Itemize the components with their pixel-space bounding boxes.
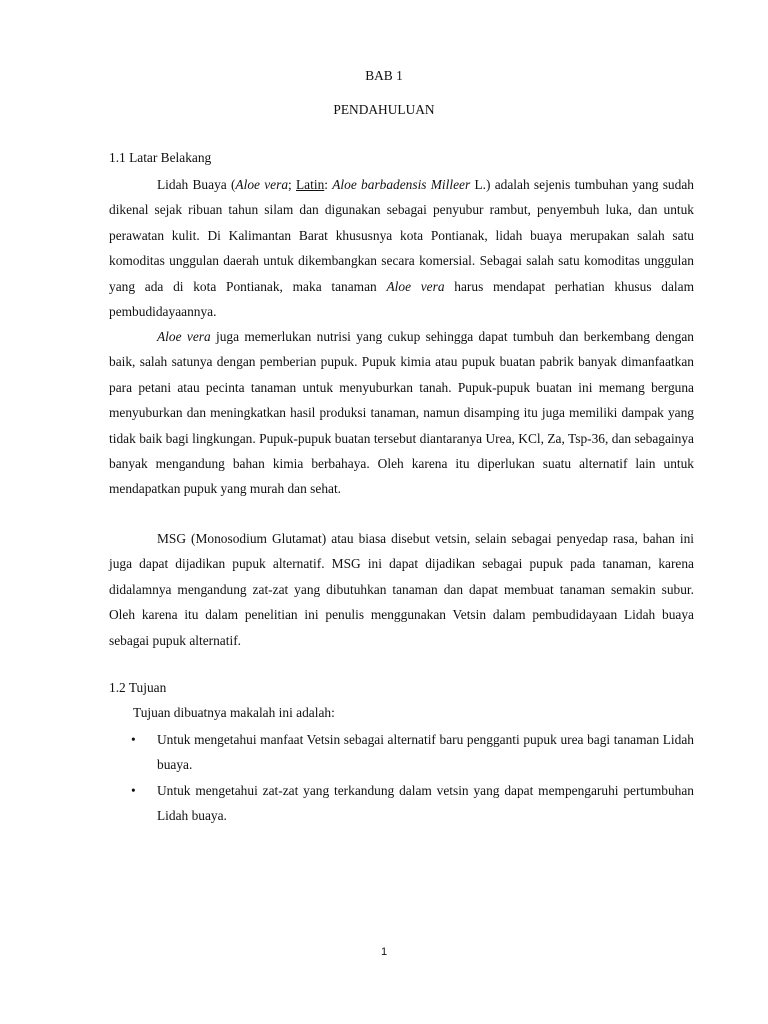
- paragraph-2: Aloe vera juga memerlukan nutrisi yang cukup sehingga dapat tumbuh dan berkembang dengan baik, salah satunya dengan pemberian pupuk. Pupuk kimia atau pupuk buatan pabrik banyak dimanfaatkan para petani atau pecinta tanaman untuk menyuburkan tanah. Pupuk-pupuk buatan ini memang berguna menyuburkan dan meningkatkan hasil produksi tanaman, namun disamping itu juga memiliki dampak yang tidak baik bagi lingkungan. Pupuk-pupuk buatan tersebut diantaranya Urea, KCl, Za, Tsp-36, dan sebagainya banyak mengandung bahan kimia berbahaya. Oleh karena itu diperlukan suatu alternatif lain untuk mendapatkan pupuk yang murah dan sehat.: [109, 329, 694, 497]
- paragraph-1: Lidah Buaya (Aloe vera; Latin: Aloe barbadensis Milleer L.) adalah sejenis tumbuhan yang sudah dikenal sejak ribuan tahun silam dan digunakan sebagai penyubur rambut, penyembuh luka, dan untuk perawatan kulit. Di Kalimantan Barat khususnya kota Pontianak, lidah buaya merupakan salah satu komoditas unggulan daerah untuk dikembangkan secara komersial. Sebagai salah satu komoditas unggulan yang ada di kota Pontianak, maka tanaman Aloe vera harus mendapat perhatian khusus dalam pembudidayaannya.: [109, 177, 694, 320]
- paragraph-3: MSG (Monosodium Glutamat) atau biasa disebut vetsin, selain sebagai penyedap rasa, bahan ini juga dapat dijadikan pupuk alternatif. MSG ini dapat dijadikan sebagai pupuk pada tanaman, karena didalamnya mengandung zat-zat yang dibutuhkan tanaman dan dapat membuat tanaman semakin subur. Oleh karena itu dalam penelitian ini penulis menggunakan Vetsin dalam pembudidayaan Lidah buaya sebagai pupuk alternatif.: [109, 531, 694, 648]
- latin-link: Latin: [296, 177, 325, 192]
- section-heading-tujuan: 1.2 Tujuan: [109, 680, 167, 695]
- chapter-number: BAB 1: [365, 68, 403, 83]
- bullet-icon: •: [131, 783, 136, 798]
- list-item-text: Untuk mengetahui zat-zat yang terkandung dalam vetsin yang dapat mempengaruhi pertumbuhan Lidah buaya.: [157, 783, 694, 824]
- bullet-icon: •: [131, 732, 136, 747]
- chapter-title: PENDAHULUAN: [333, 102, 435, 117]
- section-heading-latar-belakang: 1.1 Latar Belakang: [109, 150, 212, 165]
- tujuan-intro: Tujuan dibuatnya makalah ini adalah:: [133, 705, 335, 720]
- list-item-text: Untuk mengetahui manfaat Vetsin sebagai alternatif baru pengganti pupuk urea bagi tanaman Lidah buaya.: [157, 732, 694, 773]
- page-number: 1: [380, 946, 388, 958]
